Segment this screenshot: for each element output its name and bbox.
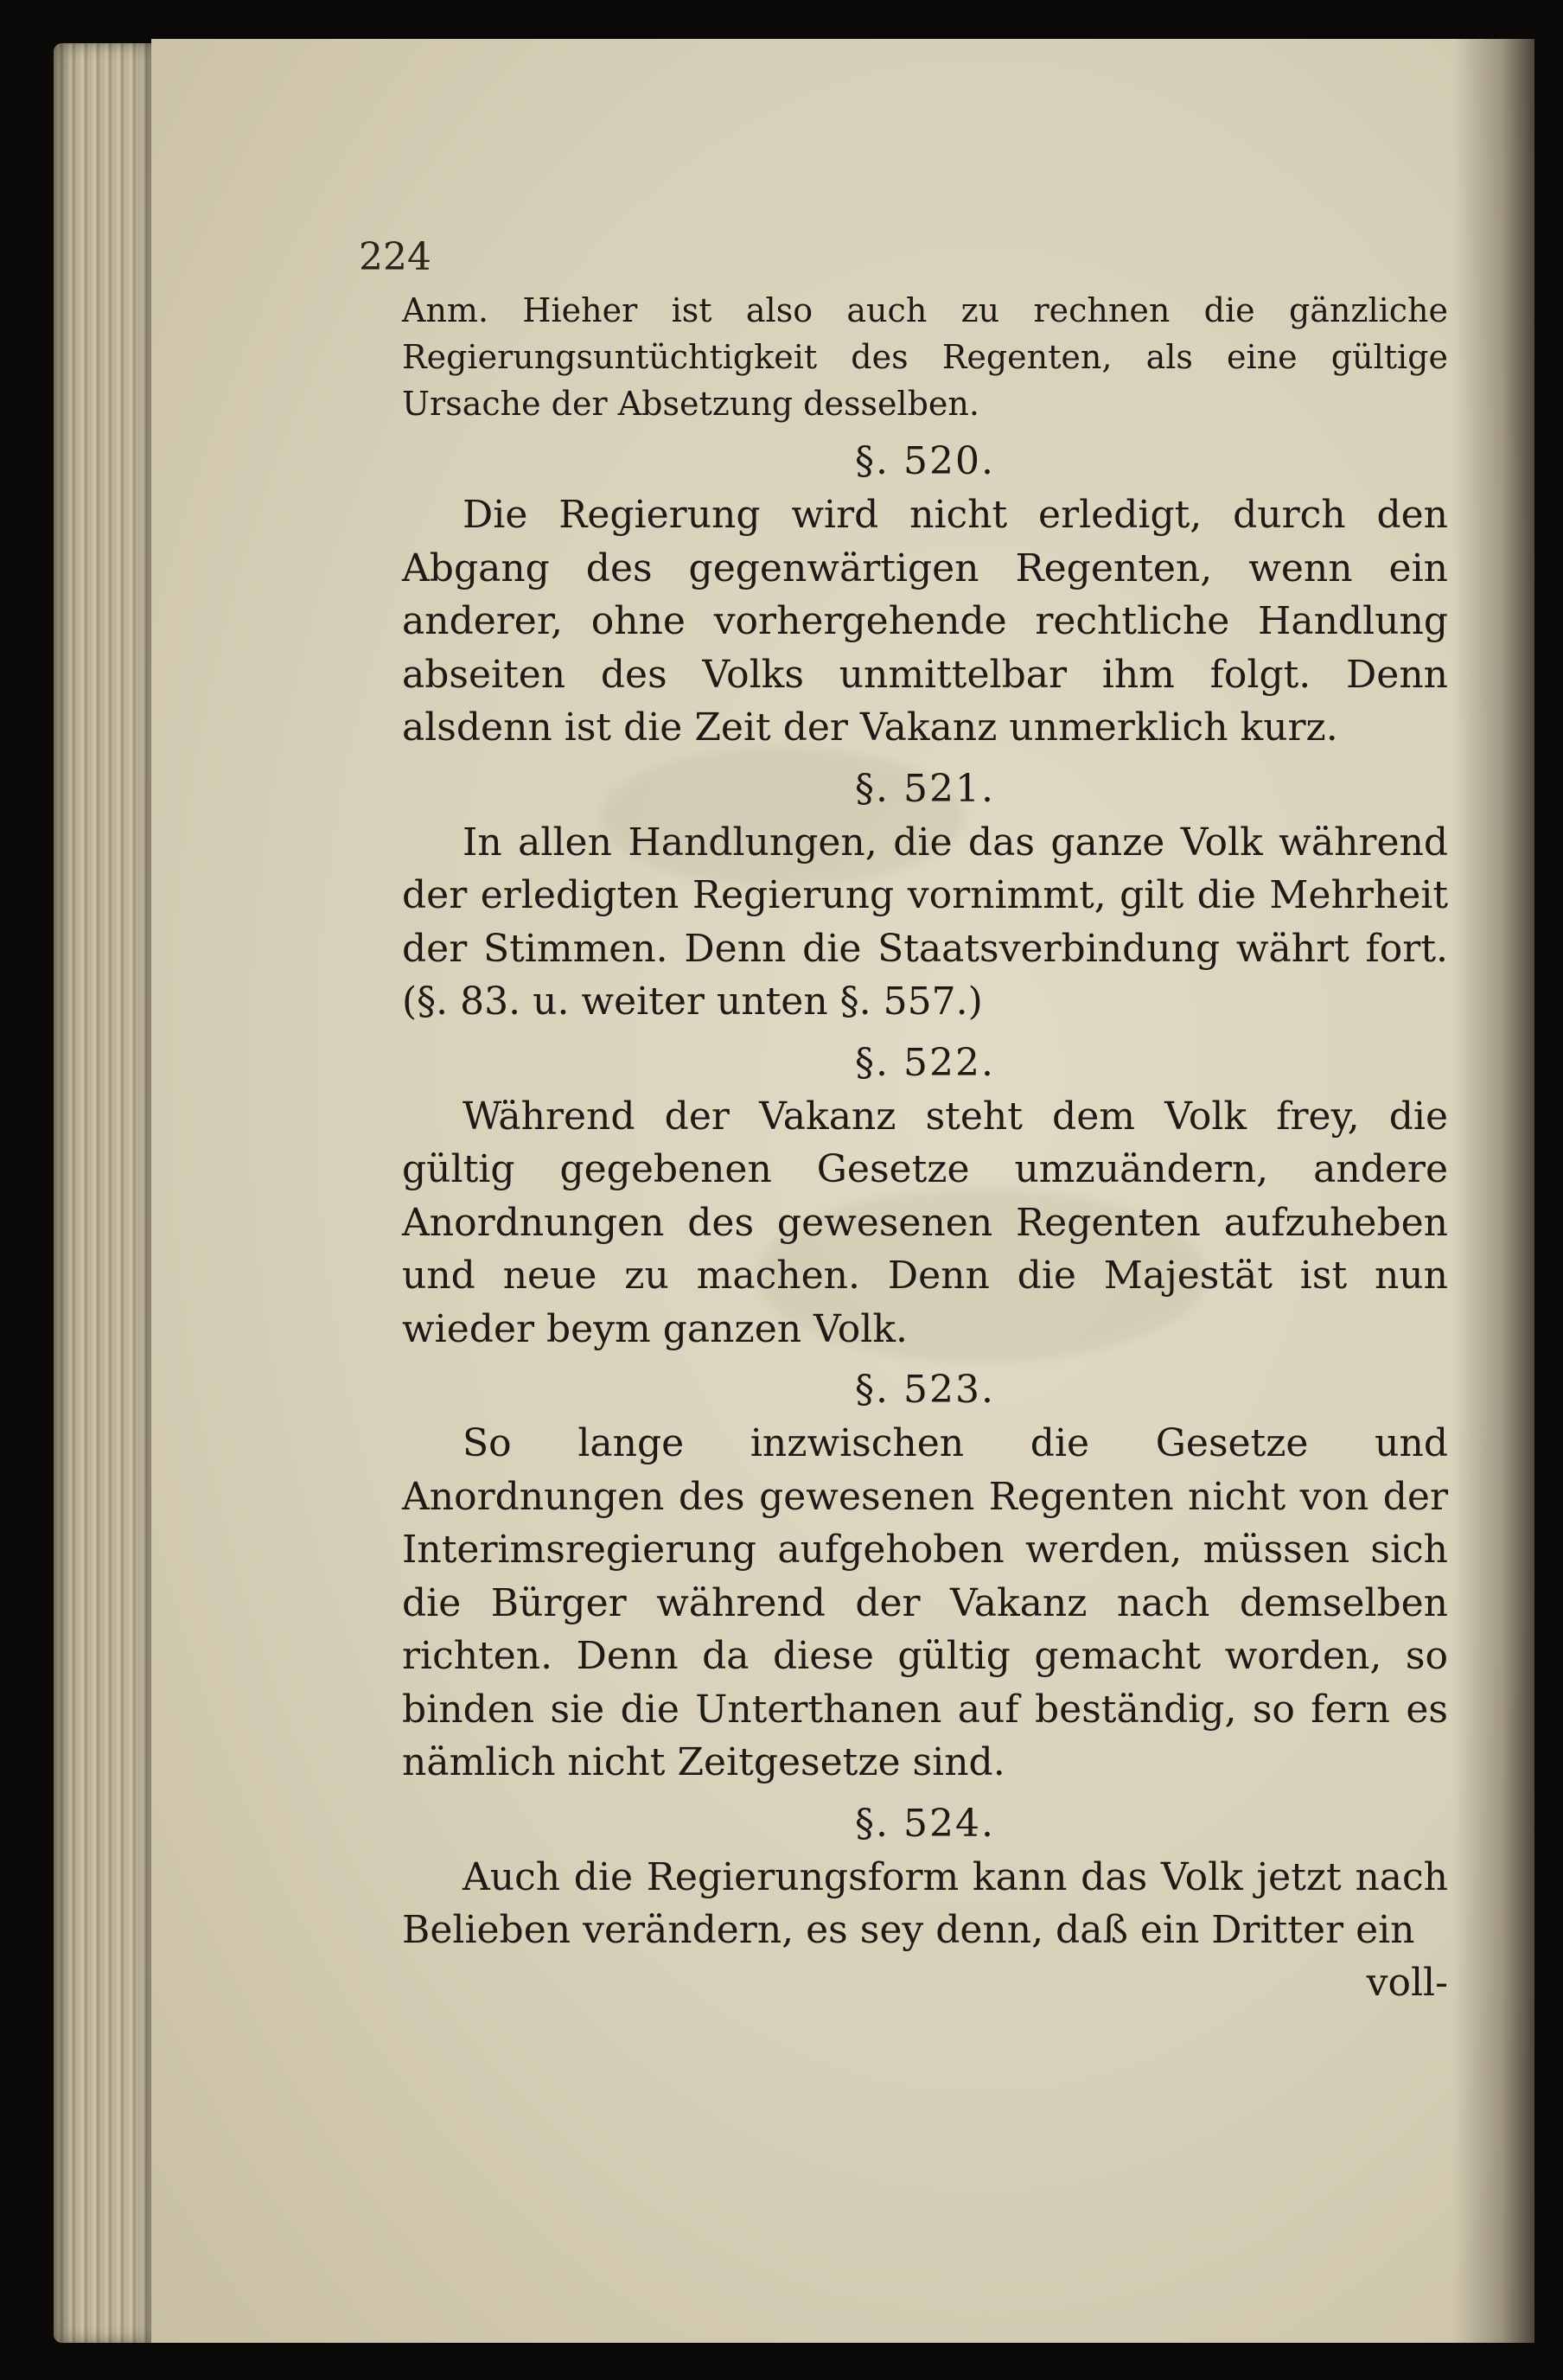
section-heading: §. 521.	[855, 766, 995, 811]
section-heading: §. 520.	[855, 439, 995, 483]
page-text	[402, 233, 1448, 2009]
page-gutter	[1452, 39, 1534, 2343]
section-paragraph: Während der Vakanz steht dem Volk frey, die gültig gegebenen Gesetze umzuändern, andere Anordnungen des gewesenen Regenten aufzuheben und neue zu machen. Denn die Majestät ist nun wieder beym ganzen Volk.	[402, 1094, 1448, 1351]
page-number: 224	[359, 235, 431, 279]
section-heading: §. 524.	[855, 1801, 995, 1846]
section-paragraph: Die Regierung wird nicht erledigt, durch den Abgang des gegenwärtigen Regenten, wenn ein anderer, ohne vorhergehende rechtliche Handlung abseiten des Volks unmittelbar ihm folgt. Denn alsdenn ist die Zeit der Vakanz unmerklich kurz.	[402, 493, 1448, 750]
section-paragraph: In allen Handlungen, die das ganze Volk während der erledigten Regierung vornimmt, gilt die Mehrheit der Stimmen. Denn die Staatsverbindung währt fort. (§. 83. u. weiter unten §. 557.)	[402, 820, 1448, 1024]
section-heading: §. 523.	[855, 1368, 995, 1412]
section-paragraph: So lange inzwischen die Gesetze und Anordnungen des gewesenen Regenten nicht von der Interimsregierung aufgehoben werden, müssen sich die Bürger während der Vakanz nach demselben richten. Denn da diese gültig gemacht worden, so binden sie die Unterthanen auf beständig, so fern es nämlich nicht Zeitgesetze sind.	[402, 1421, 1448, 1784]
catchword: voll-	[1366, 1960, 1448, 2005]
section-paragraph: Auch die Regierungsform kann das Volk jetzt nach Belieben verändern, es sey denn, daß ein Dritter ein	[402, 1854, 1448, 1952]
section-heading: §. 522.	[855, 1040, 995, 1085]
annotation-paragraph: Anm. Hieher ist also auch zu rechnen die gänzliche Regierungsuntüchtigkeit des Regenten, als eine gültige Ursache der Absetzung desselben.	[402, 291, 1448, 423]
